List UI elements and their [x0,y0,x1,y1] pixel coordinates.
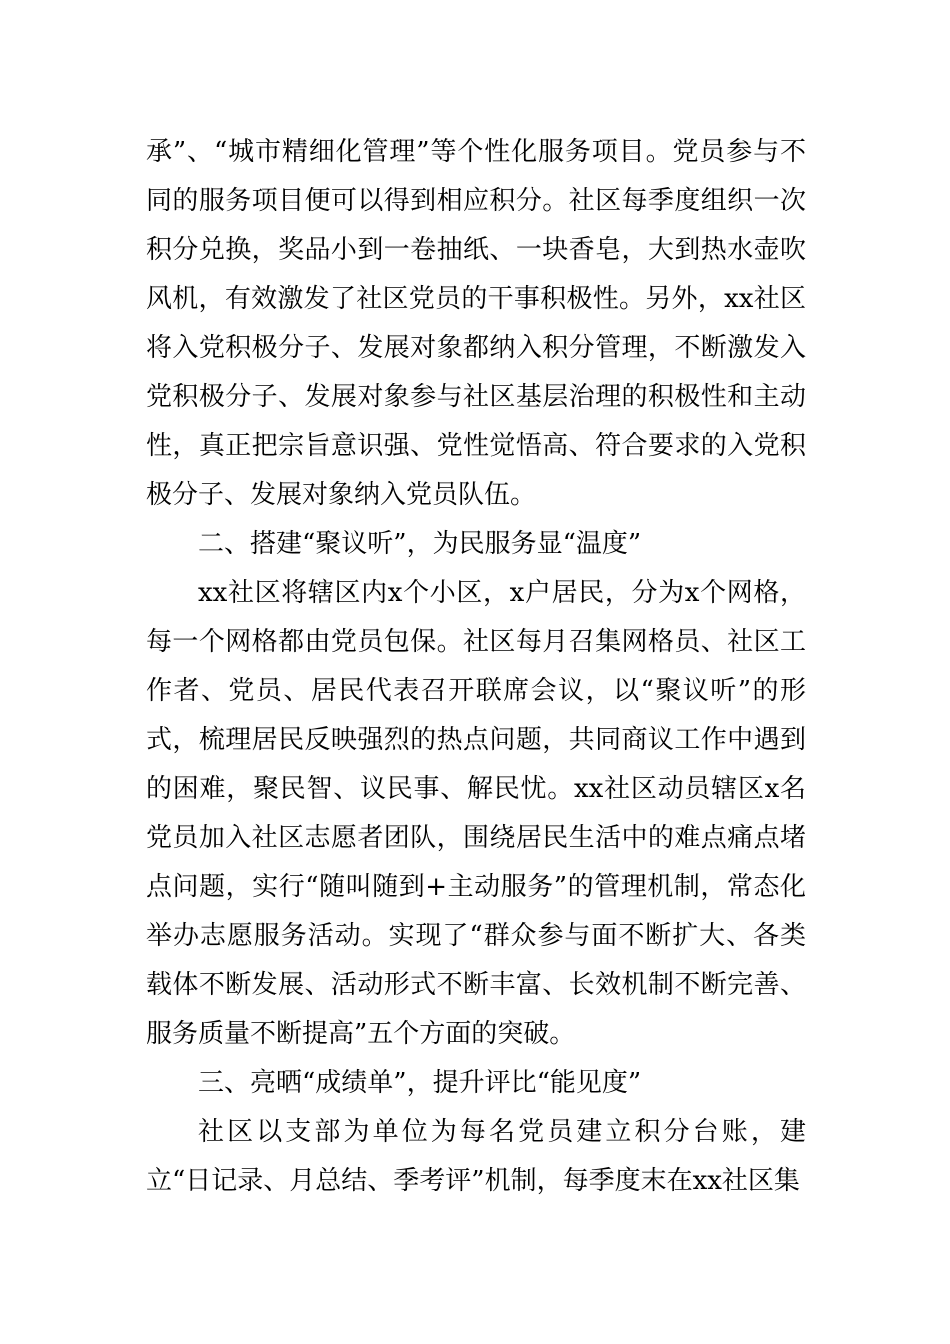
section-heading-2: 二、搭建“聚议听”，为民服务显“温度” [198,529,642,559]
document-body [146,128,806,1206]
section-heading-3: 三、亮晒“成绩单”，提升评比“能见度” [198,1068,642,1098]
paragraph-continuation: 承”、“城市精细化管理”等个性化服务项目。党员参与不同的服务项目便可以得到相应积分。社区每季度组织一次积分兑换，奖品小到一卷抽纸、一块香皂，大到热水壶吹风机，有效激发了社区党员的干事积极性。另外，xx社区将入党积极分子、发展对象都纳入积分管理，不断激发入党积极分子、发展对象参与社区基层治理的积极性和主动性，真正把宗旨意识强、党性觉悟高、符合要求的入党积极分子、发展对象纳入党员队伍。 [146,137,806,510]
paragraph-section-2: xx社区将辖区内x个小区，x户居民，分为x个网格，每一个网格都由党员包保。社区每月召集网格员、社区工作者、党员、居民代表召开联席会议，以“聚议听”的形式，梳理居民反映强烈的热点问题，共同商议工作中遇到的困难，聚民智、议民事、解民忧。xx社区动员辖区x名党员加入社区志愿者团队，围绕居民生活中的难点痛点堵点问题，实行“随叫随到+主动服务”的管理机制，常态化举办志愿服务活动。实现了“群众参与面不断扩大、各类载体不断发展、活动形式不断丰富、长效机制不断完善、服务质量不断提高”五个方面的突破。 [146,578,806,1049]
paragraph-section-3: 社区以支部为单位为每名党员建立积分台账，建立“日记录、月总结、季考评”机制，每季度末在xx社区集 [146,1117,806,1196]
